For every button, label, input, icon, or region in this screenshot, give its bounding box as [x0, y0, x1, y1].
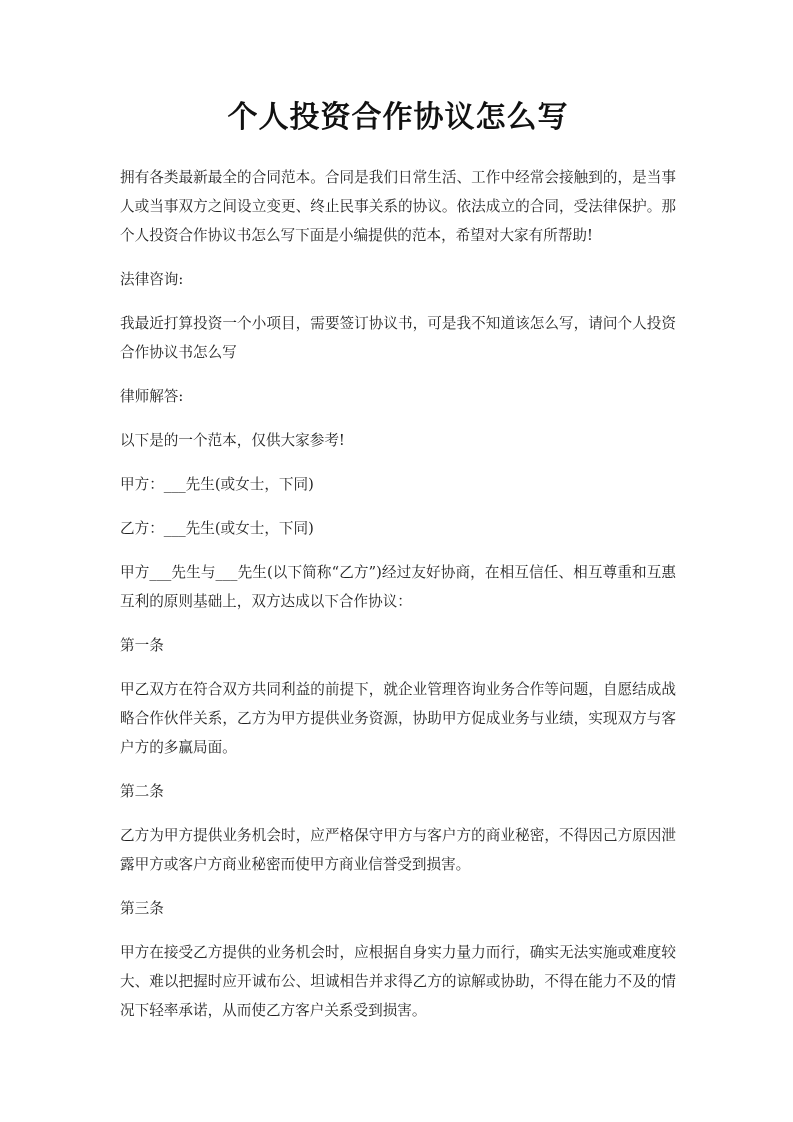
article-heading: 第一条	[120, 637, 164, 654]
intro-paragraph: 拥有各类最新最全的合同范本。合同是我们日常生活、工作中经常会接触到的，是当事人或当事双方之间设立变更、终止民事关系的协议。依法成立的合同，受法律保护。那个人投资合作协议书怎么写下面是小编提供的范本，希望对大家有所帮助!	[120, 169, 676, 244]
answer-label: 律师解答:	[120, 388, 184, 405]
article-heading: 第三条	[120, 900, 164, 917]
party-b-line: 乙方：___先生(或女士，下同)	[120, 520, 314, 537]
sample-note: 以下是的一个范本，仅供大家参考!	[120, 432, 345, 449]
article-text: 甲乙双方在符合双方共同利益的前提下，就企业管理咨询业务合作等问题，自愿结成战略合作伙伴关系，乙方为甲方提供业务资源，协助甲方促成业务与业绩，实现双方与客户方的多赢局面。	[120, 681, 676, 756]
article-text: 乙方为甲方提供业务机会时，应严格保守甲方与客户方的商业秘密，不得因己方原因泄露甲方或客户方商业秘密而使甲方商业信誉受到损害。	[120, 827, 676, 873]
article-text: 甲方在接受乙方提供的业务机会时，应根据自身实力量力而行，确实无法实施或难度较大、难以把握时应开诚布公、坦诚相告并求得乙方的谅解或协助，不得在能力不及的情况下轻率承诺，从而使乙方客户关系受到损害。	[120, 944, 676, 1019]
document-page	[120, 0, 676, 1025]
party-a-line: 甲方：___先生(或女士，下同)	[120, 476, 314, 493]
consult-label: 法律咨询:	[120, 271, 184, 288]
article-heading: 第二条	[120, 783, 164, 800]
question-paragraph: 我最近打算投资一个小项目，需要签订协议书，可是我不知道该怎么写，请问个人投资合作协议书怎么写	[120, 315, 676, 361]
document-title: 个人投资合作协议怎么写	[227, 100, 569, 135]
preamble-paragraph: 甲方___先生与___先生(以下简称“乙方”)经过友好协商，在相互信任、相互尊重和互惠互利的原则基础上，双方达成以下合作协议：	[120, 564, 676, 610]
